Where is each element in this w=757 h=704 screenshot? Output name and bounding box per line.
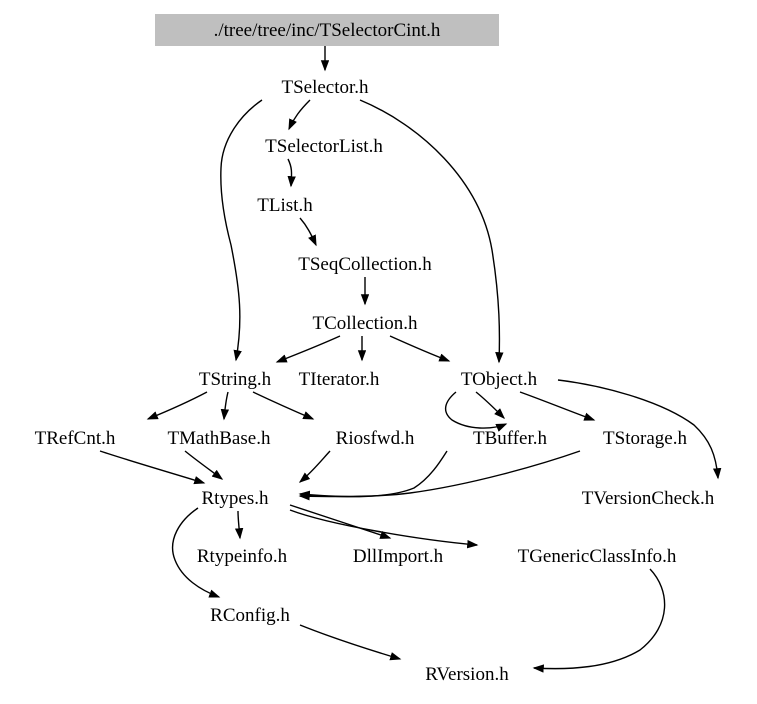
graph-node-riosfwd[interactable]: Riosfwd.h [335,427,415,449]
graph-edge-tobject-to-tbuffer [476,392,504,418]
graph-edge-tcollection-to-tobject [390,336,449,361]
graph-edge-riosfwd-to-rtypes [300,451,330,482]
graph-node-tseqcollection[interactable]: TSeqCollection.h [298,253,432,275]
edge-paths [100,46,718,669]
graph-edge-rconfig-to-rversion [300,625,400,659]
graph-edge-rtypes-to-rtypeinfo [238,511,240,538]
graph-node-tversioncheck[interactable]: TVersionCheck.h [581,487,715,509]
graph-edge-tstring-to-tmathbase [224,392,228,419]
graph-edge-tstring-to-trefcnt [148,392,207,419]
graph-edge-tselectorlist-to-tlist [288,159,292,186]
graph-node-rtypeinfo[interactable]: Rtypeinfo.h [196,545,288,567]
graph-node-rconfig[interactable]: RConfig.h [210,604,290,626]
graph-edge-rtypes-to-dllimport [290,505,390,538]
graph-edge-trefcnt-to-rtypes [100,451,204,483]
graph-node-tbuffer[interactable]: TBuffer.h [472,427,548,449]
graph-node-tcollection[interactable]: TCollection.h [312,312,418,334]
graph-node-tlist[interactable]: TList.h [257,194,313,216]
graph-node-tselectorcint[interactable]: ./tree/tree/inc/TSelectorCint.h [155,14,499,46]
graph-edge-tobject-to-tstorage [520,392,594,420]
graph-node-tselectorlist[interactable]: TSelectorList.h [265,135,383,157]
graph-edge-tselector-to-tselectorlist [289,100,310,129]
graph-node-titerator[interactable]: TIterator.h [298,368,380,390]
graph-edge-tgenericclassinfo-to-rversion [534,569,665,669]
graph-edge-tbuffer-to-rtypes [300,451,447,497]
graph-node-tobject[interactable]: TObject.h [460,368,538,390]
graph-node-rversion[interactable]: RVersion.h [425,663,509,685]
graph-node-dllimport[interactable]: DllImport.h [352,545,444,567]
graph-node-tgenericclassinfo[interactable]: TGenericClassInfo.h [517,545,677,567]
graph-node-rtypes[interactable]: Rtypes.h [201,487,269,509]
graph-node-tstorage[interactable]: TStorage.h [603,427,687,449]
graph-node-tselector[interactable]: TSelector.h [281,76,369,98]
graph-node-tmathbase[interactable]: TMathBase.h [167,427,271,449]
graph-edge-tobject-to-tbuffer [446,392,506,428]
graph-node-tstring[interactable]: TString.h [198,368,272,390]
graph-edge-tstorage-to-rtypes [300,451,580,497]
graph-edge-tstring-to-riosfwd [253,392,313,419]
graph-edge-rtypes-to-tgenericclassinfo [290,510,477,545]
graph-node-trefcnt[interactable]: TRefCnt.h [34,427,116,449]
graph-edge-tlist-to-tseqcollection [300,218,316,245]
graph-edge-tcollection-to-tstring [277,336,340,362]
graph-edge-tmathbase-to-rtypes [185,451,222,479]
